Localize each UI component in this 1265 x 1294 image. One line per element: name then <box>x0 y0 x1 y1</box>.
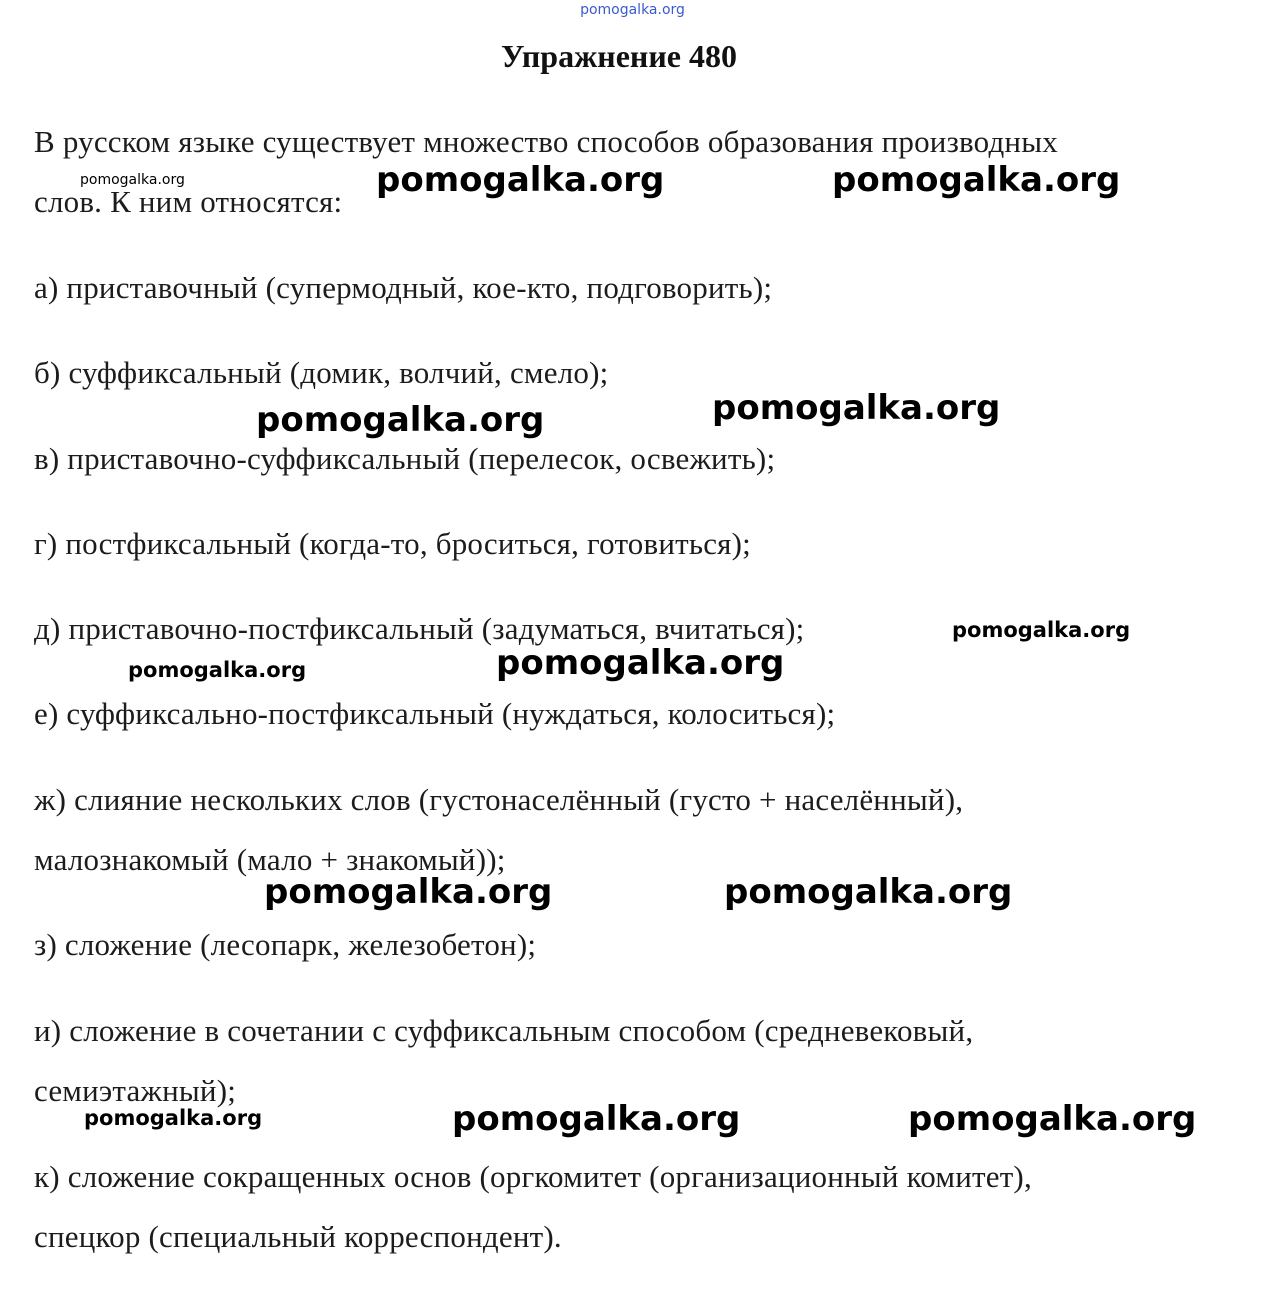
text-line: к) сложение сокращенных основ (оргкомитет (организационный комитет), <box>34 1159 1032 1194</box>
site-link[interactable]: pomogalka.org <box>580 2 685 18</box>
text-line: семиэтажный); <box>34 1073 237 1108</box>
watermark: pomogalka.org <box>84 1106 263 1130</box>
watermark: pomogalka.org <box>496 643 785 683</box>
text-line: д) приставочно-постфиксальный (задуматься, вчитаться); <box>34 611 805 646</box>
text-line: е) суффиксально-постфиксальный (нуждаться, колоситься); <box>34 696 836 731</box>
text-line: малознакомый (мало + знакомый)); <box>34 842 506 877</box>
watermark: pomogalka.org <box>832 160 1121 200</box>
watermark: pomogalka.org <box>712 388 1001 428</box>
text-line: и) сложение в сочетании с суффиксальным способом (средневековый, <box>34 1013 974 1048</box>
watermark: pomogalka.org <box>256 400 545 440</box>
watermark: pomogalka.org <box>908 1099 1197 1139</box>
watermark: pomogalka.org <box>452 1099 741 1139</box>
text-line: а) приставочный (супермодный, кое-кто, подговорить); <box>34 270 773 305</box>
text-line: В русском языке существует множество способов образования производных <box>34 124 1058 159</box>
watermark: pomogalka.org <box>80 172 185 188</box>
text-line: г) постфиксальный (когда-то, броситься, готовиться); <box>34 526 751 561</box>
text-line: б) суффиксальный (домик, волчий, смело); <box>34 355 609 390</box>
watermark: pomogalka.org <box>376 160 665 200</box>
watermark: pomogalka.org <box>724 872 1013 912</box>
text-line: ж) слияние нескольких слов (густонаселённый (густо + населённый), <box>34 782 964 817</box>
watermark: pomogalka.org <box>264 872 553 912</box>
text-line: в) приставочно-суффиксальный (перелесок, освежить); <box>34 441 776 476</box>
page-title: Упражнение 480 <box>500 38 737 74</box>
text-line: спецкор (специальный корреспондент). <box>34 1219 562 1254</box>
text-line: слов. К ним относятся: <box>34 184 343 219</box>
watermark: pomogalka.org <box>952 618 1131 642</box>
watermark: pomogalka.org <box>128 658 307 682</box>
text-line: з) сложение (лесопарк, железобетон); <box>34 927 537 962</box>
